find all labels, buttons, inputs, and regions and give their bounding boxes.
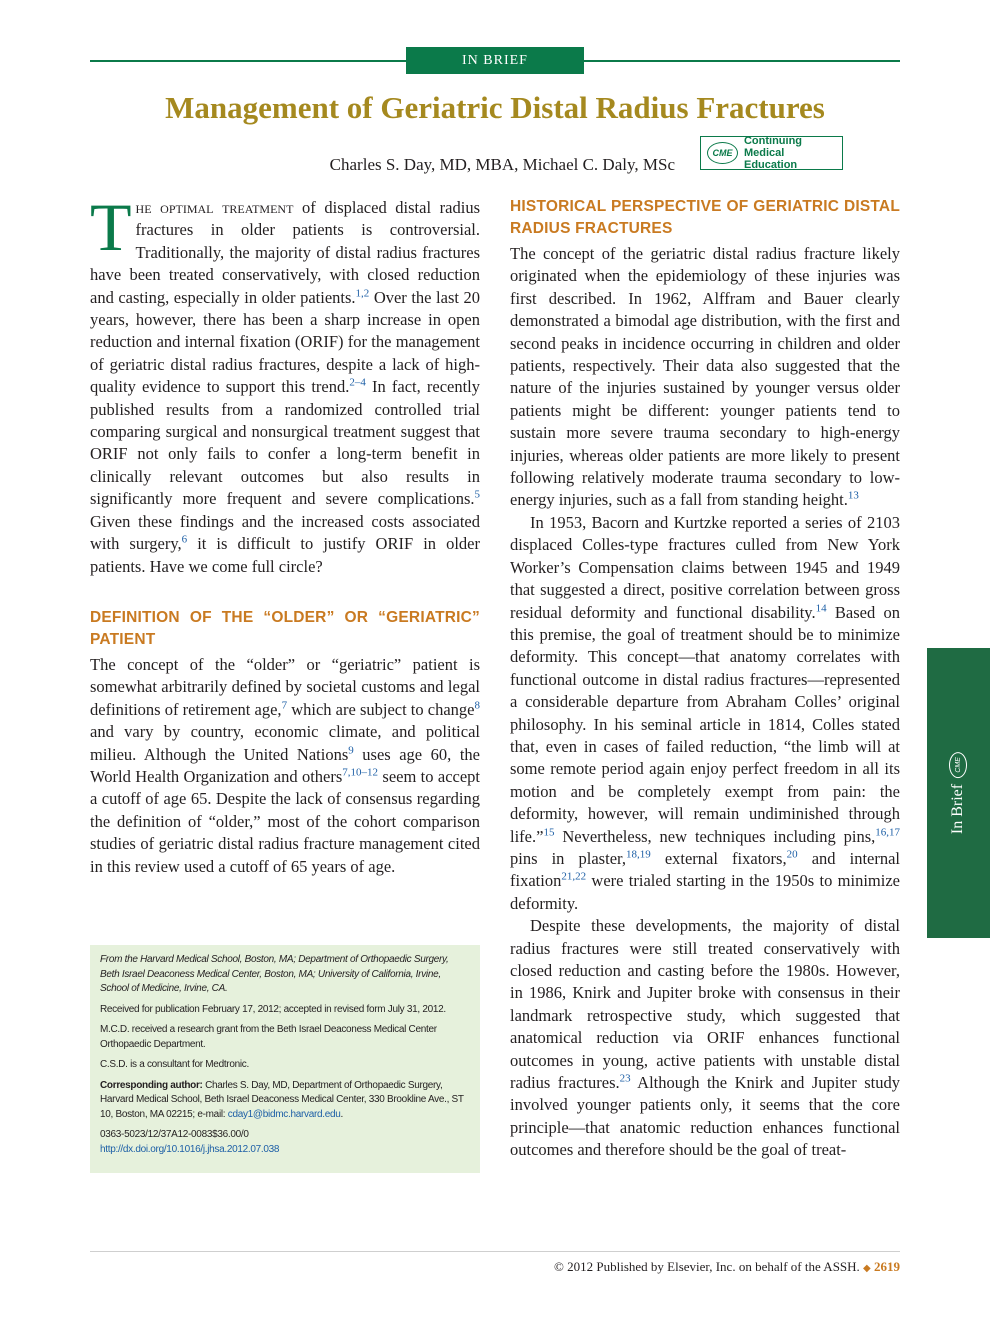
citation-link[interactable]: 23 xyxy=(619,1072,631,1085)
footer-rule xyxy=(90,1251,900,1252)
intro-smallcaps: he optimal treatment xyxy=(135,198,294,217)
grant-note: M.C.D. received a research grant from the Beth Israel Deaconess Medical Center Orthopaedic Department. xyxy=(100,1024,437,1050)
citation-link[interactable]: 6 xyxy=(181,533,188,546)
intro-text: Over the last 20 years, however, there has been a sharp increase in open reduction and internal fixation (ORIF) for the management of geriatric distal radius fractures, despite a lack of high-quality evidence to support this trend. xyxy=(90,287,480,397)
authors: Charles S. Day, MD, MBA, Michael C. Daly, MSc xyxy=(329,155,675,174)
cme-label xyxy=(744,135,842,171)
section-heading-definition: DEFINITION OF THE “OLDER” OR “GERIATRIC” PATIENT xyxy=(90,608,480,648)
citation-link[interactable]: 18,19 xyxy=(625,848,651,861)
drop-cap: T xyxy=(90,189,132,265)
page-footer xyxy=(554,1259,900,1275)
citation-link[interactable]: 2–4 xyxy=(349,376,366,389)
intro-paragraph xyxy=(90,189,481,578)
definition-text: seem to accept a cutoff of age 65. Despite the lack of consensus regarding the definition of “older,” most of the cohort comparison studies of geriatric distal radius fracture management cited in this review used a cutoff of 65 years of age. xyxy=(90,766,481,876)
historical-text: The concept of the geriatric distal radius fracture likely originated when the epidemiology of these injuries was first described. In 1962, Alffram and Bauer clearly demonstrated a bimodal age distribution, with the first and second peaks in incidence occurring in children and older patients, respectively. Their data also suggested that the nature of the injuries sustained by younger versus older patients might be different: younger patients tend to sustain more severe trauma secondary to high-energy injuries, whereas older patients are more likely to present following relatively moderate trauma secondary to low-energy injuries, such as a fall from standing height. xyxy=(510,244,900,510)
citation-link[interactable]: 15 xyxy=(543,826,555,839)
side-tab-text: In Brief xyxy=(949,783,966,835)
corresponding-label: Corresponding author: xyxy=(100,1079,203,1091)
citation-link[interactable]: 1,2 xyxy=(355,287,370,300)
citation-link[interactable]: 7,10–12 xyxy=(342,766,379,779)
definition-text: and vary by country, economic climate, and political milieu. Although the United Nations xyxy=(90,722,480,764)
corresponding-text: Charles S. Day, MD, Department of Orthopaedic Surgery, Harvard Medical School, Beth Israel Deaconess Medical Center, 330 Brookline Ave., ST 10, Boston, MA 02215; e-mail: xyxy=(100,1079,464,1120)
intro-text: In fact, recently published results from a randomized controlled trial comparing surgical and nonsurgical treatment suggest that ORIF not only fails to confer a long-term benefit in clinically relevant outcomes but also results in significantly more frequent and severe complications. xyxy=(90,377,481,509)
section-label: IN BRIEF xyxy=(406,47,584,74)
affiliation-note: From the Harvard Medical School, Boston, MA; Department of Orthopaedic Surgery, Beth Israel Deaconess Medical Center, Boston, MA; University of California, Irvine, School of Medicine, Irvine, CA. xyxy=(100,954,449,994)
definition-text: which are subject to change xyxy=(287,699,475,719)
cme-badge-icon: CME xyxy=(707,142,738,164)
intro-text: of displaced distal radius fractures in older patients is controversial. Traditionally, the majority of distal radius fractures have been treated conservatively, with closed reduction and casting, especially in older patients. xyxy=(90,198,480,307)
email-link[interactable]: cday1@bidmc.harvard.edu xyxy=(227,1108,341,1120)
copyright-text: © 2012 Published by Elsevier, Inc. on behalf of the ASSH. xyxy=(554,1259,860,1274)
historical-text: Despite these developments, the majority of distal radius fractures were still treated conservatively with closed reduction and casting before the 1980s. However, in 1986, Knirk and Jupiter broke with consensus in their landmark retrospective study, which suggested that anatomical reduction via ORIF enhances functional outcomes in young, active patients with unstable distal radius fractures. xyxy=(510,916,900,1093)
intro-text: Given these findings and the increased costs associated with surgery, xyxy=(90,511,480,554)
citation-link[interactable]: 9 xyxy=(348,744,354,757)
issn-note: 0363-5023/12/37A12-0083$36.00/0 xyxy=(100,1129,249,1140)
cme-label-line-1: Continuing Medical xyxy=(743,135,803,159)
citation-link[interactable]: 16,17 xyxy=(875,826,900,839)
historical-text: external fixators, xyxy=(650,848,787,868)
diamond-icon: ◆ xyxy=(863,1263,871,1274)
section-heading-historical: HISTORICAL PERSPECTIVE OF GERIATRIC DISTAL RADIUS FRACTURES xyxy=(510,198,900,237)
cme-side-icon: CME xyxy=(949,752,967,778)
corresponding-end: . xyxy=(340,1108,343,1120)
citation-link[interactable]: 21,22 xyxy=(561,870,587,883)
historical-text: Although the Knirk and Jupiter study involved younger patients only, it seems that the core principle—that anatomic reduction enhances functional outcomes and therefore should be the goal of treat- xyxy=(510,1073,900,1160)
historical-paragraph-1 xyxy=(510,243,900,512)
right-column xyxy=(510,196,900,1162)
citation-link[interactable]: 7 xyxy=(281,699,288,712)
side-tab-label xyxy=(949,752,967,834)
citation-link[interactable]: 5 xyxy=(474,488,480,501)
historical-paragraph-3 xyxy=(510,915,900,1161)
article-footnotes xyxy=(90,945,480,1173)
consultant-note: C.S.D. is a consultant for Medtronic. xyxy=(100,1059,249,1070)
received-note: Received for publication February 17, 2012; accepted in revised form July 31, 2012. xyxy=(100,1003,446,1015)
definition-text: uses age 60, the World Health Organization and others xyxy=(90,744,480,786)
historical-text: Nevertheless, new techniques including pins, xyxy=(554,826,876,846)
historical-text: pins in plaster, xyxy=(510,848,626,868)
cme-logo[interactable] xyxy=(700,136,843,170)
historical-text: were trialed starting in the 1950s to minimize deformity. xyxy=(510,871,900,913)
intro-text: it is difficult to justify ORIF in older patients. Have we come full circle? xyxy=(90,534,480,576)
citation-link[interactable]: 13 xyxy=(847,489,859,502)
cme-label-line-2: Education xyxy=(743,159,798,171)
citation-link[interactable]: 8 xyxy=(474,699,481,712)
historical-text: and internal fixation xyxy=(510,848,900,891)
corresponding-author-note xyxy=(100,1079,470,1123)
page-number: 2619 xyxy=(874,1259,900,1274)
historical-text: In 1953, Bacorn and Kurtzke reported a series of 2103 displaced Colles-type fractures culled from New York Worker’s Compensation claims between 1945 and 1949 that suggested a direct, positive correlation between gross residual deformity and functional disability. xyxy=(510,512,900,622)
citation-link[interactable]: 20 xyxy=(786,848,798,861)
definition-text: The concept of the “older” or “geriatric” patient is somewhat arbitrarily defined by societal customs and legal definitions of retirement age, xyxy=(90,654,480,719)
article-title: Management of Geriatric Distal Radius Fractures xyxy=(165,90,825,125)
citation-link[interactable]: 14 xyxy=(815,602,827,614)
historical-text: Based on this premise, the goal of treatment should be to minimize deformity. This concept—that anatomy correlates with functional outcome in distal radius fractures—represented a considerable departure from Abraham Colles’ original philosophy. In his seminal article in 1814, Colles stated that, even in cases of failed reduction, “the limb will at some remote period again enjoy perfect freedom in all its motion and be completely exempt from pain: the deformity, however, will remain undiminished through life.” xyxy=(510,602,900,846)
doi-link[interactable]: http://dx.doi.org/10.1016/j.jhsa.2012.07.038 xyxy=(100,1143,280,1155)
historical-paragraph-2 xyxy=(510,512,900,915)
definition-paragraph xyxy=(90,654,480,878)
left-column xyxy=(90,189,481,878)
